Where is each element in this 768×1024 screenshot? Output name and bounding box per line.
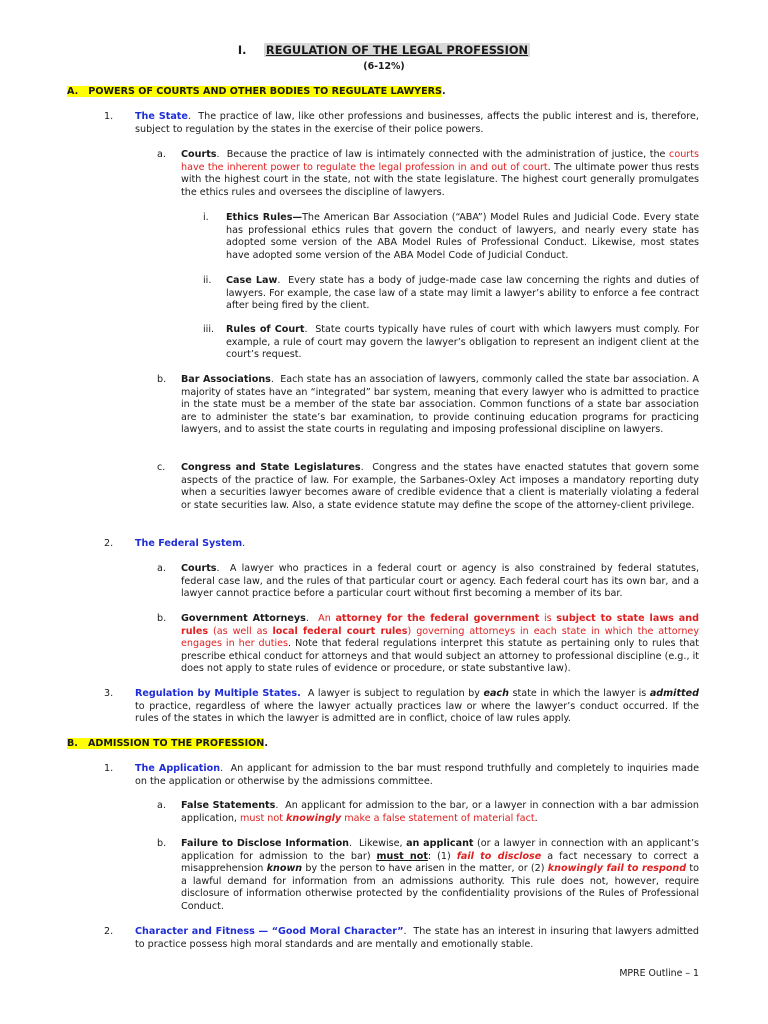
item-b1b-known: known (266, 863, 303, 875)
item-a1c-text: Congress and the states have enacted statutes that govern some aspects of the practice of law. For example, the Sarbanes-Oxley Act imposes a mandatory reporting duty when a securities lawyer becomes aware of credible evidence that a client is materially violating a federal or state securities law. Also, a state evidence statute may define the scope of the attorney-client privilege. (181, 462, 699, 511)
item-a2b-label: b. (157, 613, 167, 624)
item-a1b-text: Each state has an association of lawyers, commonly called the state bar association. A majority of states have an “integrated” bar system, meaning that every lawyer who is admitted to practice in the state must be a member of the state bar association. Common functions of a state bar association are to administer the state’s bar examination, to provide continuing education programs for practicing lawyers, and to assist the state courts in regulating and imposing professional discipline on lawyers. (181, 374, 699, 436)
item-a1c-heading: Congress and State Legislatures (181, 462, 361, 473)
item-a1a-red: courts have the inherent power to regulate the legal profession in and out of court (181, 149, 699, 173)
item-a1-number: 1. (104, 111, 114, 122)
item-a1c-paragraph: Congress and State Legislatures. Congress and the states have enacted statutes that govern some aspects of the practice of law. For example, the Sarbanes-Oxley Act imposes a mandatory reporting duty when a securities lawyer becomes aware of credible evidence that a client is materially violating a federal or state securities law. Also, a state evidence statute may define the scope of the attorney-client privilege. (181, 462, 699, 511)
section-a-title: POWERS OF COURTS AND OTHER BODIES TO REGULATE LAWYERS (88, 86, 442, 97)
item-b1b-knowingly-fail: knowingly fail to respond (547, 863, 687, 875)
item-a2b-heading: Government Attorneys (181, 613, 306, 624)
item-a2b-red3: (as well as (208, 625, 273, 637)
item-a2b-red-bold2: subject to state laws and rules (181, 613, 699, 637)
item-b1-number: 1. (104, 763, 114, 774)
item-b1b-fail-disclose: fail to disclose (456, 850, 542, 862)
item-a1a-label: a. (157, 149, 166, 160)
item-a2b-red-bold3: local federal court rules (272, 625, 408, 637)
item-a3-admitted: admitted (649, 688, 700, 699)
item-a2b-text: . Note that federal regulations interpret this statute as pertaining only to rules that prescribe ethical conduct for attorneys and that would subject an attorney to professional discipline (e.g., it does not apply to state rules of evidence or procedure, or state substantive law). (181, 638, 699, 675)
item-b1-heading: The Application (135, 763, 221, 774)
item-a1-heading: The State (135, 111, 188, 122)
item-a1a-heading: Courts (181, 149, 217, 160)
item-a1a-i-heading: Ethics Rules— (226, 212, 303, 223)
item-a2-paragraph: The Federal System. (135, 538, 246, 549)
item-a3-text3: to practice, regardless of where the lawyer actually practices law or where the lawyer’s conduct occurred. If the rules of the states in which the lawyer is admitted are in conflict, choice of law rules apply. (135, 700, 699, 725)
item-a1a-ii-paragraph: Case Law. Every state has a body of judge-made case law concerning the rights and duties of lawyers. For example, the case law of a state may limit a lawyer’s ability to enforce a fee contract after being fired by the client. (226, 275, 699, 312)
item-b1b-text1: Likewise, (359, 838, 407, 849)
section-b-label: B. (67, 738, 78, 749)
item-a1a-text2: . The ultimate power thus rests with the highest court in the state, not with the state legislature. The highest court generally promulgates the ethics rules and oversees the discipline of lawyers. (181, 161, 700, 198)
item-a2a-heading: Courts (181, 563, 217, 574)
item-a1a-iii-heading: Rules of Court (226, 324, 305, 335)
item-a1-text: The practice of law, like other professions and businesses, affects the public interest and is, therefore, subject to regulation by the states in the exercise of their police powers. (135, 111, 699, 135)
item-b2-text: The state has an interest in insuring that lawyers admitted to practice possess high moral standards and are mentally and emotionally stable. (135, 926, 699, 950)
item-b1b-text6: to a lawful demand for information from an admissions authority. This rule does not, however, require disclosure of information otherwise protected by the confidentiality provisions of the Rules of Professional Conduct. (181, 863, 700, 912)
item-a1a-i-label: i. (203, 212, 209, 223)
item-a1a-iii-text: State courts typically have rules of court with which lawyers must comply. For example, a rule of court may govern the lawyer’s obligation to represent an indigent client at the court’s request. (226, 324, 700, 361)
item-a3-number: 3. (104, 688, 114, 699)
item-a1a-ii-label: ii. (203, 275, 212, 286)
item-a2b-red2: is (539, 613, 557, 624)
item-a2a-text: A lawyer who practices in a federal court or agency is also constrained by federal statutes, federal case law, and the rules of that particular court or agency. Each federal court has its own bar, and a lawyer cannot practice before a particular court without first becoming a member of its bar. (181, 563, 699, 600)
section-b-heading: B. ADMISSION TO THE PROFESSION. (67, 738, 268, 749)
item-b1a-knowingly: knowingly (286, 812, 342, 824)
item-b1b-paragraph: Failure to Disclose Information. Likewise, an applicant (or a lawyer in connection with an applicant’s application for admission to the bar) must not: (1) fail to disclose a fact necessary to correct a misapprehension known by the person to have arisen in the matter, or (2) knowingly fail to respond to a lawful demand for information from an admissions authority. This rule does not, however, require disclosure of information otherwise protected by the confidentiality provisions of the Rules of Professional Conduct. (181, 838, 700, 912)
item-b1a-red1: must not (240, 812, 287, 824)
item-b2-heading: Character and Fitness — “Good Moral Character” (135, 926, 404, 937)
item-a3-each: each (483, 688, 509, 699)
item-a2a-label: a. (157, 563, 166, 574)
item-b1a-text1: An applicant for admission to the bar, or a lawyer in connection with a bar admission application, (181, 800, 699, 824)
item-a2b-red4: ) governing attorneys in each state in which the attorney engages in her duties (181, 625, 700, 650)
item-b1a-text2: . (534, 812, 538, 824)
item-a1a-iii-label: iii. (203, 324, 215, 335)
item-b1b-text2: (or a lawyer in connection with an applicant’s application for admission to the bar) (181, 838, 699, 862)
item-b1a-heading: False Statements (181, 800, 276, 811)
page-title (0, 44, 768, 57)
page-subtitle: (6-12%) (363, 61, 405, 72)
item-b1a-paragraph: False Statements. An applicant for admission to the bar, or a lawyer in connection with a bar admission application, must not knowingly make a false statement of material fact. (181, 800, 699, 824)
item-b2-paragraph: Character and Fitness — “Good Moral Character”. The state has an interest in insuring that lawyers admitted to practice possess high moral standards and are mentally and emotionally stable. (135, 926, 699, 950)
item-b1b-text4: a fact necessary to correct a misapprehension (181, 850, 699, 875)
item-a2b-red1: An (318, 613, 336, 624)
section-a-heading: A. POWERS OF COURTS AND OTHER BODIES TO REGULATE LAWYERS. (67, 86, 446, 97)
item-a2b-paragraph: Government Attorneys. An attorney for the federal government is subject to state laws and rules (as well as local federal court rules) governing attorneys in each state in which the attorney engages in her duties. Note that federal regulations interpret this statute as pertaining only to rules that prescribe ethical conduct for attorneys and that would subject an attorney to professional discipline (e.g., it does not apply to state rules of evidence or procedure, or state substantive law). (181, 613, 700, 675)
item-a2a-paragraph: Courts. A lawyer who practices in a federal court or agency is also constrained by federal statutes, federal case law, and the rules of that particular court or agency. Each federal court has its own bar, and a lawyer cannot practice before a particular court without first becoming a member of its bar. (181, 563, 699, 600)
item-a3-paragraph (135, 688, 699, 726)
item-a1a-iii-paragraph: Rules of Court. State courts typically have rules of court with which lawyers must comply. For example, a rule of court may govern the lawyer’s obligation to represent an indigent client at the court’s request. (226, 324, 700, 361)
item-a1b-label: b. (157, 374, 167, 385)
item-a1c-label: c. (157, 462, 166, 473)
item-b1b-heading: Failure to Disclose Information (181, 838, 349, 849)
item-b1b-text5: by the person to have arisen in the matter, or (2) (302, 863, 548, 875)
title-number: I. (237, 43, 247, 57)
section-a-label: A. (67, 86, 79, 97)
item-a1b-paragraph: Bar Associations. Each state has an association of lawyers, commonly called the state bar association. A majority of states have an “integrated” bar system, meaning that every lawyer who is admitted to practice in the state must be a member of the state bar association. Common functions of a state bar association are to administer the state’s bar examination, to provide continuing education programs for practicing lawyers, and to assist the state courts in regulating and imposing professional discipline on lawyers. (181, 374, 699, 436)
item-a2b-red-bold1: attorney for the federal government (335, 613, 540, 624)
item-b1-text: An applicant for admission to the bar must respond truthfully and completely to inquiries made on the application or otherwise by the admissions committee. (135, 763, 699, 787)
item-a1a-ii-heading: Case Law (226, 275, 278, 286)
item-a3-text1: A lawyer is subject to regulation by (307, 688, 484, 699)
item-b1a-label: a. (157, 800, 166, 811)
item-a3-text2: state in which the lawyer is (508, 688, 650, 699)
item-a1a-ii-text: Every state has a body of judge-made case law concerning the rights and duties of lawyers. For example, the case law of a state may limit a lawyer’s ability to enforce a fee contract after being fired by the client. (226, 275, 699, 312)
item-a1a-i-text: The American Bar Association (“ABA”) Model Rules and Judicial Code. Every state has professional ethics rules that govern the conduct of lawyers, and nearly every state has adopted some version of the ABA Model Rules of Professional Conduct. Likewise, most states have adopted some version of the ABA Model Code of Judicial Conduct. (226, 212, 699, 261)
item-a1a-text1: Because the practice of law is intimately connected with the administration of justice, the (226, 149, 666, 160)
title-text: REGULATION OF THE LEGAL PROFESSION (265, 43, 529, 57)
item-b1b-must-not: must not (376, 850, 428, 862)
item-a2-number: 2. (104, 538, 114, 549)
item-b2-number: 2. (104, 926, 114, 937)
item-b1b-label: b. (157, 838, 167, 849)
item-a2-heading: The Federal System (135, 538, 243, 549)
item-a1a-i-paragraph (226, 212, 699, 262)
item-b1b-text3: : (1) (427, 850, 457, 862)
item-a1a-paragraph: Courts. Because the practice of law is intimately connected with the administration of justice, the courts have the inherent power to regulate the legal profession in and out of court. The ultimate power thus rests with the highest court in the state, not with the state legislature. The highest court generally promulgates the ethics rules and oversees the discipline of lawyers. (181, 149, 700, 198)
item-a1-paragraph: The State. The practice of law, like other professions and businesses, affects the public interest and is, therefore, subject to regulation by the states in the exercise of their police powers. (135, 111, 699, 135)
item-b1b-applicant: an applicant (406, 838, 474, 849)
page-footer: MPRE Outline – 1 (619, 968, 699, 979)
item-b1a-red2: make a false statement of material fact (341, 812, 535, 824)
section-b-title: ADMISSION TO THE PROFESSION (88, 738, 265, 749)
item-a3-heading: Regulation by Multiple States. (135, 688, 301, 699)
item-b1-paragraph: The Application. An applicant for admission to the bar must respond truthfully and completely to inquiries made on the application or otherwise by the admissions committee. (135, 763, 699, 787)
item-a1b-heading: Bar Associations (181, 374, 271, 385)
